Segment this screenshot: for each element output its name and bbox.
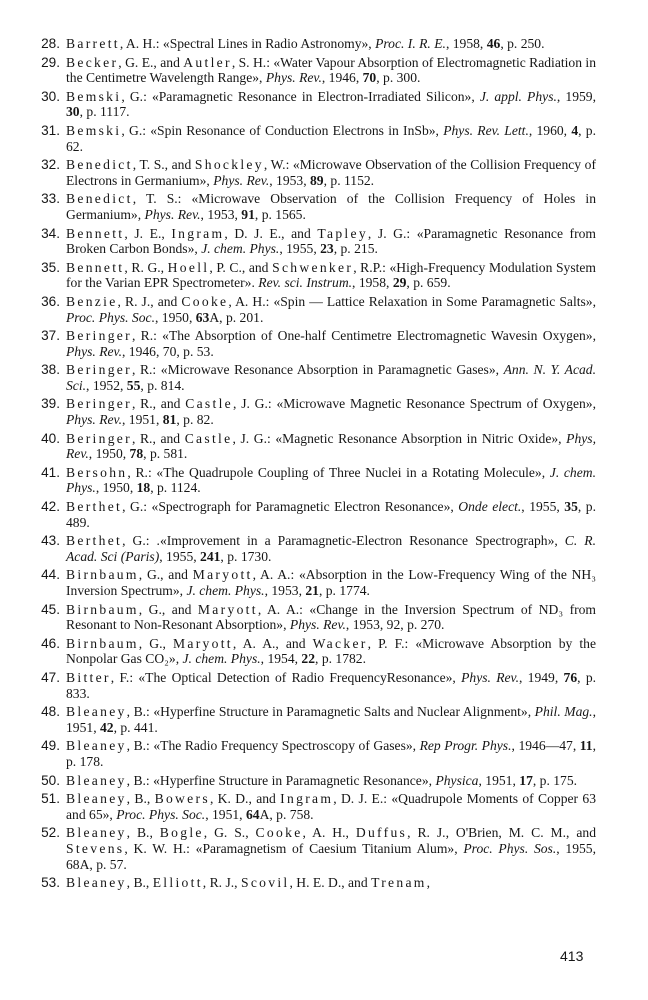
reference-number: 29.	[41, 54, 60, 70]
citation-text: , p. 250.	[500, 36, 545, 51]
volume-number: 70	[362, 70, 377, 86]
author-name: Benedict	[66, 191, 133, 207]
reference-number: 44.	[41, 567, 60, 583]
citation-text: , 1951,	[121, 412, 163, 428]
citation-text: , 1954,	[260, 651, 302, 667]
citation-text: , p. 833.	[66, 669, 597, 701]
reference-entry	[41, 601, 596, 633]
author-name: Schwenker	[272, 259, 354, 275]
journal-title: Rev. sci. Instrum.	[258, 275, 353, 291]
citation-text: , 1950,	[95, 480, 137, 496]
reference-entry	[41, 499, 596, 530]
citation-text: , R.: «The Quadrupole Coupling of Three Nuclei in a Rotating Molecule»,	[127, 464, 550, 480]
reference-entry	[41, 225, 596, 257]
reference-number: 49.	[41, 738, 60, 754]
citation-text: , R. G.,	[124, 259, 168, 275]
reference-number: 41.	[41, 464, 60, 480]
citation-text: , K. W. H.: «Paramagnetism of Caesium Titanium Alum»,	[124, 840, 464, 856]
citation-text: , R.P.: «High-Frequency Modulation System for the Varian EPR Spectrometer».	[66, 259, 596, 291]
reference-entry	[41, 293, 596, 325]
citation-text: , p. 1124.	[150, 480, 201, 496]
reference-number: 52.	[41, 825, 60, 841]
reference-number: 47.	[41, 669, 60, 685]
citation-text: , B.,	[126, 825, 160, 841]
author-name: Becker	[66, 54, 119, 70]
citation-text: , A. A.: «Change in the Inversion Spectrum of ND₃ from Resonant to Non-Resonant Absorption»,	[66, 601, 596, 633]
reference-number: 31.	[41, 122, 60, 138]
reference-entry	[41, 259, 596, 291]
citation-text: , 1949,	[518, 669, 564, 685]
citation-text: , 1950,	[154, 309, 196, 325]
reference-entry	[41, 825, 596, 872]
author-name: Beringer	[66, 328, 132, 344]
citation-text: A, p. 201.	[209, 309, 264, 325]
author-name: Maryott	[197, 601, 258, 617]
volume-number: 35	[564, 499, 578, 515]
reference-number: 28.	[41, 36, 60, 51]
citation-text: , R., and	[131, 430, 185, 446]
journal-title: Rep Progr. Phys.	[419, 738, 512, 754]
author-name: Bleaney	[66, 772, 127, 788]
reference-entry	[41, 157, 596, 188]
volume-number: 64	[245, 806, 260, 822]
reference-entry	[41, 362, 596, 393]
reference-number: 40.	[41, 430, 60, 446]
reference-entry	[41, 791, 597, 822]
reference-entry	[41, 88, 596, 120]
author-name: Bersohn	[66, 464, 128, 480]
reference-entry	[41, 396, 596, 428]
journal-title: Phys. Rev.	[144, 206, 201, 222]
reference-entry	[41, 54, 597, 86]
citation-text: , p. 489.	[66, 499, 596, 530]
reference-number: 35.	[41, 259, 60, 275]
author-name: Beringer	[66, 396, 132, 412]
author-name: Bennett	[66, 225, 125, 241]
citation-text: , T. S., and	[132, 157, 195, 173]
citation-text: , G.: .«Improvement in a Paramagnetic-Electron Resonance Spectrograph»,	[122, 533, 565, 549]
volume-number: 46	[486, 36, 501, 51]
citation-text: , p. 1152.	[323, 172, 375, 188]
reference-number: 38.	[41, 362, 60, 378]
journal-title: Phys. Rev.	[289, 617, 346, 633]
author-name: Birnbaum	[66, 601, 139, 617]
reference-entry	[41, 36, 596, 52]
citation-text: , 1955,	[279, 241, 321, 257]
citation-text: , 1946,	[321, 70, 363, 86]
journal-title: J. appl. Phys.	[479, 88, 557, 104]
reference-entry	[41, 533, 596, 564]
citation-text: , J. G.: «Microwave Magnetic Resonance Spectrum of Oxygen»,	[233, 396, 596, 412]
journal-title: Proc. Phys. Soc.	[66, 309, 155, 325]
citation-text: , R. J., O'Brien, M. C. M., and	[407, 825, 596, 841]
citation-text: , W.: «Microwave Observation of the Collision Frequency of Electrons in Germanium»,	[66, 157, 596, 188]
author-name: Bogle	[159, 825, 204, 841]
citation-text: , p. 1565.	[254, 206, 306, 222]
citation-text: , 1955,	[159, 548, 201, 564]
citation-text: , 1946, 70, p. 53.	[121, 343, 214, 359]
citation-text: , p. 1730.	[220, 548, 272, 564]
journal-title: J. chem. Phys.	[201, 241, 280, 257]
citation-text: , G. S.,	[203, 825, 256, 841]
author-name: Castle	[185, 396, 234, 412]
citation-text: , A. H.,	[302, 825, 356, 841]
author-name: Bemski	[66, 122, 122, 138]
author-name: Cooke	[255, 825, 303, 841]
author-name: Stevens	[66, 840, 125, 856]
reference-entry	[41, 328, 596, 359]
reference-entry	[41, 122, 596, 154]
volume-number: 21	[305, 583, 319, 598]
author-name: Elliott	[152, 875, 203, 891]
citation-text: , R.: «Microwave Resonance Absorption in Paramagnetic Gases»,	[131, 362, 504, 378]
page-number: 413	[560, 948, 584, 964]
citation-text: , P. C., and	[209, 259, 273, 275]
journal-title: Phys. Rev.	[66, 343, 122, 359]
author-name: Birnbaum	[66, 567, 139, 583]
citation-text: , 1959,	[556, 88, 596, 104]
reference-list	[0, 36, 648, 894]
author-name: Bleaney	[66, 825, 127, 841]
citation-text: , R., and	[131, 396, 186, 412]
journal-title: Proc. Phys. Soc.	[116, 806, 206, 822]
author-name: Ingram	[171, 225, 225, 241]
citation-text: , p. 814.	[140, 377, 185, 393]
author-name: Bemski	[66, 88, 122, 104]
journal-title: J. chem. Phys.	[182, 651, 261, 667]
reference-entry	[41, 567, 596, 598]
author-name: Autler	[183, 54, 232, 70]
citation-text: , 1952,	[86, 377, 127, 393]
reference-entry	[41, 464, 596, 496]
citation-text: , R. J.,	[202, 875, 241, 891]
volume-number: 89	[310, 172, 324, 188]
author-name: Maryott	[172, 635, 233, 651]
reference-number: 45.	[41, 601, 60, 617]
citation-text: , B.: «Hyperfine Structure in Paramagnetic Resonance»,	[126, 772, 436, 788]
reference-entry	[41, 430, 596, 462]
reference-entry	[41, 635, 596, 667]
citation-text: , p. 1774.	[318, 583, 370, 598]
journal-title: J. chem. Phys.	[186, 583, 265, 598]
citation-text: , 1960,	[528, 122, 572, 138]
citation-text: , H. E. D., and	[289, 875, 372, 891]
citation-text: , R. J., and	[117, 293, 182, 309]
citation-text: , B.: «Hyperfine Structure in Paramagnetic Salts and Nuclear Alignment»,	[126, 704, 535, 720]
volume-number: 30	[66, 104, 80, 120]
author-name: Barrett	[66, 36, 120, 51]
citation-text: , J. G.: «Magnetic Resonance Absorption in Nitric Oxide»,	[232, 430, 567, 446]
citation-text: , G. E., and	[118, 54, 184, 70]
citation-text: , G.: «Spin Resonance of Conduction Electrons in InSb»,	[121, 122, 444, 138]
reference-entry	[41, 704, 596, 735]
citation-text: , 1953,	[264, 583, 306, 598]
citation-text: , 1953, 92, p. 270.	[345, 617, 445, 633]
author-name: Bleaney	[66, 704, 127, 720]
author-name: Benzie	[66, 293, 118, 309]
journal-title: Phys. Rev.	[213, 172, 270, 188]
citation-text: , R.: «The Absorption of One-half Centimetre Electromagnetic Wavesin Oxygen»,	[131, 328, 596, 344]
citation-text: , p. 659.	[406, 275, 451, 291]
citation-text: , A. A.: «Absorption in the Low-Frequency Wing of the NH₃ Inversion Spectrum»,	[66, 567, 596, 598]
journal-title: Phil. Mag.	[534, 704, 593, 720]
volume-number: 63	[195, 309, 210, 325]
reference-number: 50.	[41, 772, 60, 788]
author-name: Castle	[184, 430, 233, 446]
journal-title: Ann. N. Y. Acad. Sci.	[66, 362, 596, 393]
reference-number: 34.	[41, 225, 60, 241]
citation-text: , p. 1117.	[79, 104, 130, 120]
citation-text: , 1951,	[205, 806, 246, 822]
citation-text: , p. 215.	[333, 241, 378, 257]
citation-text: , p. 300.	[376, 70, 421, 86]
journal-title: Phys. Rev.	[461, 669, 519, 685]
reference-number: 30.	[41, 88, 60, 104]
reference-number: 36.	[41, 293, 60, 309]
citation-text: , B.: «The Radio Frequency Spectroscopy of Gases»,	[126, 738, 420, 754]
citation-text: , 1953,	[269, 172, 310, 188]
volume-number: 11	[579, 738, 593, 754]
citation-text: , B.,	[126, 791, 155, 807]
reference-number: 37.	[41, 328, 60, 344]
citation-text: , 1953,	[200, 206, 242, 222]
author-name: Scovil	[240, 875, 290, 891]
citation-text: , S. H.: «Water Vapour Absorption of Electromagnetic Radiation in the Centimetre Wavelength Range»,	[66, 54, 597, 86]
citation-text: , G., and	[138, 601, 198, 617]
reference-number: 32.	[41, 157, 60, 173]
author-name: Bennett	[66, 259, 125, 275]
volume-number: 17	[519, 772, 533, 788]
author-name: Hoell	[167, 259, 210, 275]
volume-number: 22	[301, 651, 316, 667]
volume-number: 42	[99, 719, 114, 735]
journal-title: Phys. Rev. Lett.	[443, 122, 529, 138]
citation-text: , p. 581.	[143, 446, 188, 462]
citation-text: , A. H.: «Spectral Lines in Radio Astronomy»,	[119, 36, 376, 51]
citation-text: , 1950,	[88, 446, 130, 462]
author-name: Beringer	[66, 362, 132, 378]
author-name: Bleaney	[66, 875, 127, 891]
citation-text: , 1958,	[352, 275, 393, 291]
journal-title: Phys. Rev.	[265, 70, 322, 86]
author-name: Bowers	[154, 791, 210, 807]
author-name: Tapley	[317, 225, 368, 241]
author-name: Ingram	[280, 791, 334, 807]
reference-entry	[41, 191, 596, 222]
citation-text: , P. F.: «Microwave Absorption by the Nonpolar Gas CO₂»,	[66, 635, 596, 667]
reference-entry	[41, 738, 596, 769]
citation-text: , G.: «Paramagnetic Resonance in Electron-Irradiated Silicon»,	[121, 88, 480, 104]
journal-title: C. R. Acad. Sci (Paris)	[66, 533, 596, 564]
citation-text: , p. 175.	[532, 772, 578, 788]
citation-text: , 1958,	[445, 36, 487, 51]
author-name: Shockley	[194, 157, 264, 173]
volume-number: 18	[136, 480, 151, 496]
volume-number: 23	[320, 241, 334, 257]
citation-text: , T. S.: «Microwave Observation of the Collision Frequency of Holes in Germanium»,	[66, 191, 596, 222]
citation-text: ,	[426, 875, 431, 891]
reference-number: 51.	[41, 791, 60, 807]
author-name: Maryott	[192, 567, 253, 583]
journal-title: Physica	[435, 772, 479, 788]
citation-text: , J. G.: «Paramagnetic Resonance from Broken Carbon Bonds»,	[66, 225, 596, 257]
author-name: Berthet	[66, 533, 123, 549]
citation-text: , D. J. E., and	[224, 225, 318, 241]
volume-number: 81	[162, 412, 177, 428]
journal-title: J. chem. Phys.	[66, 464, 596, 496]
volume-number: 29	[392, 275, 407, 291]
reference-number: 39.	[41, 396, 60, 412]
citation-text: , G.: «Spectrograph for Paramagnetic Electron Resonance»,	[122, 499, 459, 515]
reference-entry	[41, 875, 596, 891]
author-name: Bleaney	[66, 738, 127, 754]
citation-text: , F.: «The Optical Detection of Radio FrequencyResonance»,	[110, 669, 462, 685]
reference-number: 46.	[41, 635, 60, 651]
citation-text: , B.,	[126, 875, 153, 891]
author-name: Bleaney	[66, 791, 127, 807]
citation-text: , 1946—47,	[511, 738, 580, 754]
author-name: Duffus	[355, 825, 408, 841]
citation-text: , A. H.: «Spin — Lattice Relaxation in Some Paramagnetic Salts»,	[228, 293, 596, 309]
citation-text: , 1951,	[66, 704, 596, 735]
citation-text: , 1951,	[478, 772, 520, 788]
citation-text: , p. 178.	[66, 738, 596, 769]
journal-title: Proc. I. R. E.	[375, 36, 446, 51]
citation-text: , p. 62.	[66, 122, 596, 154]
citation-text: , K. D., and	[209, 791, 281, 807]
journal-title: Phys. Rev.	[66, 412, 122, 428]
journal-title: Proc. Phys. Sos.	[463, 840, 557, 856]
citation-text: A, p. 758.	[259, 806, 314, 822]
journal-title: Onde elect.	[458, 499, 522, 515]
citation-text: , 1955,	[521, 499, 565, 515]
citation-text: , J. E.,	[124, 225, 172, 241]
citation-text: , p. 441.	[113, 719, 158, 735]
author-name: Benedict	[66, 157, 133, 173]
volume-number: 4	[571, 122, 579, 138]
journal-title: Phys, Rev.	[66, 430, 596, 462]
citation-text: , p. 1782.	[315, 651, 366, 667]
citation-text: , G.,	[138, 635, 173, 651]
author-name: Berthet	[66, 499, 123, 515]
author-name: Beringer	[66, 430, 132, 446]
citation-text: , A. A., and	[232, 635, 313, 651]
author-name: Trenam	[371, 875, 427, 891]
author-name: Wacker	[312, 635, 368, 651]
volume-number: 76	[563, 669, 578, 685]
volume-number: 241	[200, 548, 221, 564]
volume-number: 55	[126, 377, 141, 393]
reference-entry	[41, 669, 597, 701]
citation-text: , 1955, 68A, p. 57.	[66, 840, 596, 872]
citation-text: , D. J. E.: «Quadrupole Moments of Copper 63 and 65»,	[66, 791, 597, 822]
reference-number: 43.	[41, 533, 60, 549]
volume-number: 78	[129, 446, 144, 462]
citation-text: , p. 82.	[176, 412, 214, 428]
reference-number: 33.	[41, 191, 60, 207]
citation-text: , G., and	[138, 567, 193, 583]
reference-number: 53.	[41, 875, 60, 891]
reference-number: 48.	[41, 704, 60, 720]
volume-number: 91	[241, 206, 255, 222]
author-name: Bitter	[66, 669, 111, 685]
reference-entry	[41, 772, 596, 789]
reference-number: 42.	[41, 499, 60, 515]
author-name: Birnbaum	[66, 635, 139, 651]
author-name: Cooke	[181, 293, 229, 309]
